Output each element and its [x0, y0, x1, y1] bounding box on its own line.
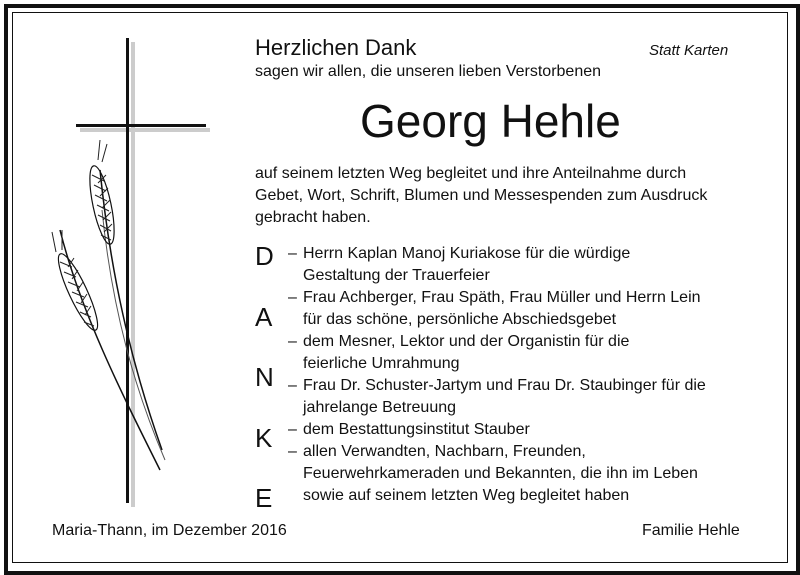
body-text: auf seinem letzten Weg begleitet und ihre Anteilnahme durch Gebet, Wort, Schrift, Blumen und Messespenden zum Ausdruck gebracht haben.	[255, 165, 708, 226]
dash: –	[288, 421, 297, 438]
intro-text: sagen wir allen, die unseren lieben Verstorbenen	[255, 63, 602, 80]
thanks-line: sowie auf seinem letzten Weg begleitet haben	[303, 487, 630, 504]
dash: –	[288, 333, 297, 350]
danke-letter: K	[255, 423, 273, 453]
danke-letter: D	[255, 241, 274, 271]
thanks-line: Feuerwehrkameraden und Bekannten, die ihn im Leben	[303, 465, 698, 482]
danke-letter: A	[255, 302, 273, 332]
thanks-line: Gestaltung der Trauerfeier	[303, 267, 490, 284]
statt-karten-note: Statt Karten	[649, 42, 729, 59]
cross-with-wheat-icon	[40, 30, 230, 515]
thanks-line: für das schöne, persönliche Abschiedsgebet	[303, 311, 617, 328]
deceased-name: Georg Hehle	[360, 95, 621, 147]
heading-thanks: Herzlichen Dank	[255, 35, 417, 60]
thanks-line: allen Verwandten, Nachbarn, Freunden,	[303, 443, 586, 460]
danke-letter: N	[255, 362, 274, 392]
dash: –	[288, 443, 297, 460]
thanks-line: jahrelange Betreuung	[303, 399, 457, 416]
thanks-line: Frau Achberger, Frau Späth, Frau Müller und Herrn Lein	[303, 289, 701, 306]
thanks-line: Frau Dr. Schuster-Jartym und Frau Dr. Staubinger für die	[303, 377, 706, 394]
dash: –	[288, 245, 297, 262]
thanks-line: dem Bestattungsinstitut Stauber	[303, 421, 530, 438]
dash: –	[288, 289, 297, 306]
signature: Familie Hehle	[642, 522, 740, 539]
dash: –	[288, 377, 297, 394]
thanks-line: Herrn Kaplan Manoj Kuriakose für die würdige	[303, 245, 631, 262]
danke-letter: E	[255, 483, 273, 513]
thanks-line: feierliche Umrahmung	[303, 355, 460, 372]
place-date: Maria-Thann, im Dezember 2016	[52, 522, 287, 539]
thanks-line: dem Mesner, Lektor und der Organistin für die	[303, 333, 630, 350]
